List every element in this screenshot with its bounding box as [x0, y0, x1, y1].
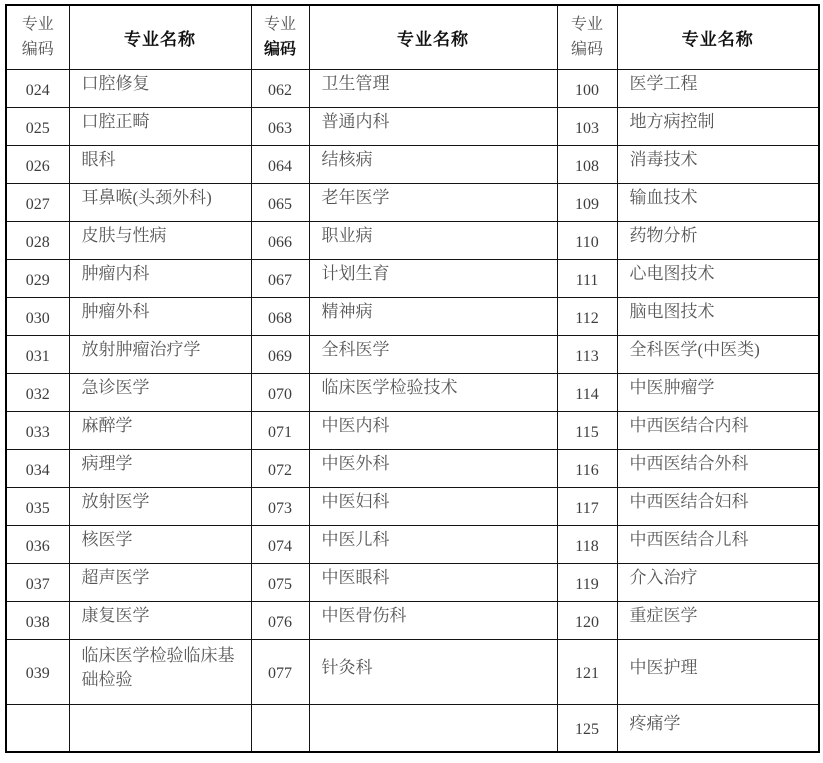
specialty-code-cell: 114 [557, 373, 617, 411]
specialty-name-cell: 结核病 [309, 145, 557, 183]
specialty-code-cell: 071 [251, 411, 309, 449]
specialty-code-cell: 066 [251, 221, 309, 259]
specialty-code-cell: 118 [557, 525, 617, 563]
specialty-name-cell [69, 704, 251, 752]
specialty-name-cell: 中医儿科 [309, 525, 557, 563]
specialty-code-cell: 026 [6, 145, 69, 183]
header-code-line2: 编码 [263, 41, 296, 59]
specialty-code-cell: 031 [6, 335, 69, 373]
specialty-code-cell: 029 [6, 259, 69, 297]
specialty-name-cell: 精神病 [309, 297, 557, 335]
specialty-name-cell: 消毒技术 [617, 145, 819, 183]
specialty-code-cell: 033 [6, 411, 69, 449]
specialty-name-cell: 重症医学 [617, 601, 819, 639]
table-row [6, 297, 819, 335]
table-row [6, 107, 819, 145]
specialty-code-cell: 119 [557, 563, 617, 601]
specialty-code-cell: 073 [251, 487, 309, 525]
specialty-name-cell: 中医护理 [617, 639, 819, 704]
specialty-name-cell: 心电图技术 [617, 259, 819, 297]
specialty-code-cell: 117 [557, 487, 617, 525]
header-code-line1: 专业 [570, 16, 603, 34]
specialty-code-cell: 034 [6, 449, 69, 487]
specialty-code-cell: 067 [251, 259, 309, 297]
specialty-name-cell: 中医妇科 [309, 487, 557, 525]
specialty-name-cell: 康复医学 [69, 601, 251, 639]
header-code-line2: 编码 [21, 41, 54, 59]
table-row [6, 487, 819, 525]
header-code-line1: 专业 [21, 16, 54, 34]
specialty-code-cell [251, 704, 309, 752]
table-row [6, 449, 819, 487]
specialty-name-cell [309, 704, 557, 752]
specialty-code-table [5, 4, 820, 753]
specialty-name-cell: 中西医结合内科 [617, 411, 819, 449]
specialty-code-cell: 072 [251, 449, 309, 487]
specialty-code-cell: 069 [251, 335, 309, 373]
specialty-name-cell: 口腔正畸 [69, 107, 251, 145]
specialty-name-cell: 中医肿瘤学 [617, 373, 819, 411]
specialty-code-cell: 064 [251, 145, 309, 183]
specialty-code-cell: 074 [251, 525, 309, 563]
specialty-name-cell: 计划生育 [309, 259, 557, 297]
specialty-name-cell: 药物分析 [617, 221, 819, 259]
specialty-name-cell: 麻醉学 [69, 411, 251, 449]
header-name-col-2: 专业名称 [309, 5, 557, 69]
specialty-name-cell: 老年医学 [309, 183, 557, 221]
specialty-code-cell: 111 [557, 259, 617, 297]
table-row [6, 411, 819, 449]
specialty-name-cell: 普通内科 [309, 107, 557, 145]
specialty-name-cell: 临床医学检验技术 [309, 373, 557, 411]
specialty-code-cell: 109 [557, 183, 617, 221]
specialty-name-cell: 病理学 [69, 449, 251, 487]
specialty-code-cell: 037 [6, 563, 69, 601]
specialty-code-cell: 100 [557, 69, 617, 107]
specialty-name-cell: 疼痛学 [617, 704, 819, 752]
specialty-code-cell: 112 [557, 297, 617, 335]
specialty-code-cell: 103 [557, 107, 617, 145]
specialty-name-cell: 脑电图技术 [617, 297, 819, 335]
header-code-col-1 [6, 5, 69, 69]
specialty-name-cell: 中医眼科 [309, 563, 557, 601]
specialty-code-cell: 121 [557, 639, 617, 704]
specialty-name-cell: 地方病控制 [617, 107, 819, 145]
specialty-code-cell: 065 [251, 183, 309, 221]
specialty-code-cell: 024 [6, 69, 69, 107]
specialty-name-cell: 全科医学 [309, 335, 557, 373]
specialty-name-cell: 肿瘤外科 [69, 297, 251, 335]
specialty-name-cell: 职业病 [309, 221, 557, 259]
specialty-code-cell: 116 [557, 449, 617, 487]
specialty-code-cell: 035 [6, 487, 69, 525]
specialty-name-cell: 介入治疗 [617, 563, 819, 601]
specialty-name-cell: 中西医结合妇科 [617, 487, 819, 525]
specialty-name-cell: 针灸科 [309, 639, 557, 704]
table-row [6, 563, 819, 601]
specialty-name-cell: 皮肤与性病 [69, 221, 251, 259]
specialty-name-cell: 放射肿瘤治疗学 [69, 335, 251, 373]
table-row [6, 601, 819, 639]
specialty-code-cell: 070 [251, 373, 309, 411]
header-name-col-3: 专业名称 [617, 5, 819, 69]
specialty-name-cell: 临床医学检验临床基础检验 [69, 639, 251, 704]
specialty-code-cell: 030 [6, 297, 69, 335]
table-row [6, 69, 819, 107]
specialty-name-cell: 中医外科 [309, 449, 557, 487]
specialty-name-cell: 医学工程 [617, 69, 819, 107]
specialty-code-cell: 028 [6, 221, 69, 259]
specialty-code-cell: 113 [557, 335, 617, 373]
specialty-code-cell: 032 [6, 373, 69, 411]
specialty-name-cell: 眼科 [69, 145, 251, 183]
specialty-code-cell: 027 [6, 183, 69, 221]
specialty-name-cell: 中西医结合外科 [617, 449, 819, 487]
specialty-name-cell: 急诊医学 [69, 373, 251, 411]
specialty-name-cell: 口腔修复 [69, 69, 251, 107]
table-row [6, 145, 819, 183]
specialty-name-cell: 中医骨伤科 [309, 601, 557, 639]
table-row [6, 259, 819, 297]
specialty-code-cell: 108 [557, 145, 617, 183]
specialty-code-cell: 075 [251, 563, 309, 601]
header-name-col-1: 专业名称 [69, 5, 251, 69]
header-code-line2: 编码 [570, 41, 603, 59]
table-row [6, 525, 819, 563]
specialty-code-cell [6, 704, 69, 752]
header-code-col-3 [557, 5, 617, 69]
specialty-name-cell: 放射医学 [69, 487, 251, 525]
specialty-name-cell: 耳鼻喉(头颈外科) [69, 183, 251, 221]
specialty-name-cell: 中医内科 [309, 411, 557, 449]
specialty-name-cell: 全科医学(中医类) [617, 335, 819, 373]
specialty-code-cell: 025 [6, 107, 69, 145]
table-header-row [6, 5, 819, 69]
header-code-line1: 专业 [263, 16, 296, 34]
specialty-code-cell: 038 [6, 601, 69, 639]
table-row [6, 704, 819, 752]
specialty-code-cell: 063 [251, 107, 309, 145]
table-body [6, 69, 819, 752]
table-row [6, 183, 819, 221]
specialty-code-cell: 125 [557, 704, 617, 752]
specialty-code-cell: 077 [251, 639, 309, 704]
table-row [6, 373, 819, 411]
header-code-col-2 [251, 5, 309, 69]
table-row [6, 335, 819, 373]
specialty-code-cell: 115 [557, 411, 617, 449]
specialty-name-cell: 中西医结合儿科 [617, 525, 819, 563]
specialty-name-cell: 超声医学 [69, 563, 251, 601]
specialty-code-cell: 068 [251, 297, 309, 335]
table-row [6, 221, 819, 259]
specialty-code-cell: 062 [251, 69, 309, 107]
specialty-name-cell: 核医学 [69, 525, 251, 563]
specialty-name-cell: 肿瘤内科 [69, 259, 251, 297]
table-row [6, 639, 819, 704]
specialty-code-cell: 110 [557, 221, 617, 259]
specialty-code-cell: 120 [557, 601, 617, 639]
specialty-name-cell: 输血技术 [617, 183, 819, 221]
specialty-code-cell: 036 [6, 525, 69, 563]
specialty-code-cell: 039 [6, 639, 69, 704]
specialty-code-cell: 076 [251, 601, 309, 639]
specialty-name-cell: 卫生管理 [309, 69, 557, 107]
